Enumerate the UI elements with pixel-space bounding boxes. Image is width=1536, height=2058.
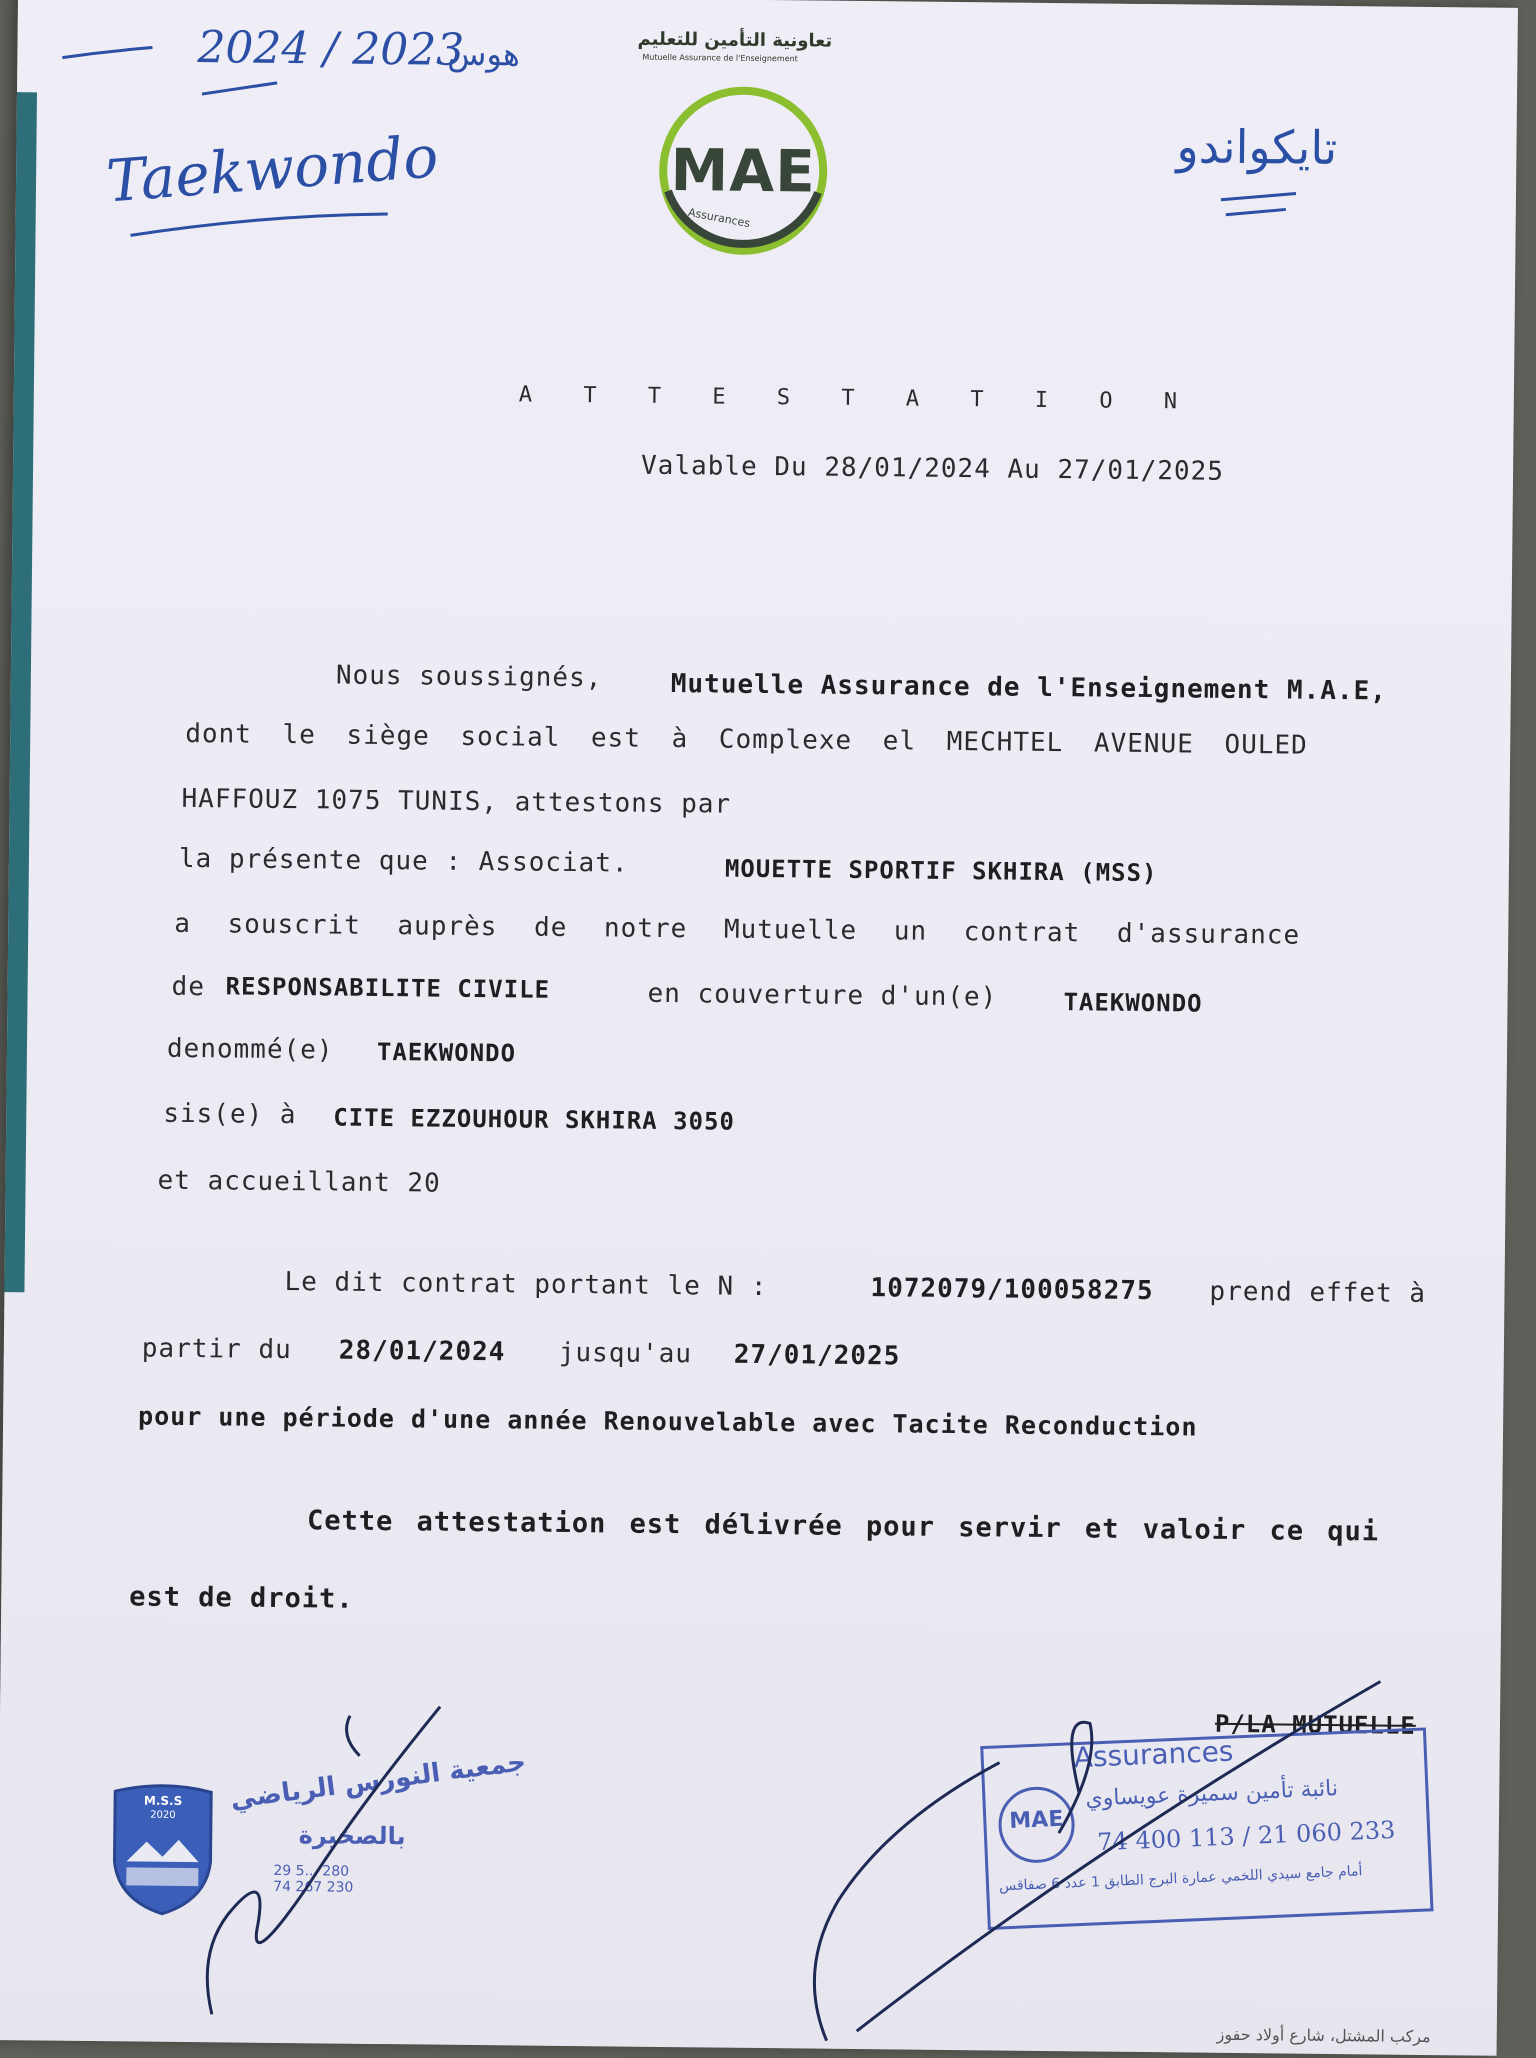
club-badge-year: 2020 [150,1809,176,1821]
effective-date: 28/01/2024 [338,1335,506,1368]
agent-stamp-address: أمام جامع سيدي اللخمي عمارة البرج الطابق 1 عدد 6 صفاقس [998,1863,1363,1895]
handwritten-double-underline [1216,185,1336,226]
title-letter: E [712,384,727,410]
p2-line2c: jusqu'au [558,1337,693,1370]
club-stamp-phone1: 29 5... 280 [273,1862,350,1880]
mae-logo [647,81,839,261]
logo-arabic-name: تعاونية التأمين للتعليم [637,28,833,52]
p3-line1: Cette attestation est délivrée pour servir et valoir ce qui [306,1505,1380,1548]
title-letter: A [518,382,534,408]
validity-period: Valable Du 28/01/2024 Au 27/01/2025 [640,450,1225,487]
handwritten-dash [57,33,157,74]
renewal-clause: pour une période d'une année Renouvelable avec Tacite Reconduction [137,1401,1198,1442]
handwritten-sport-underline [125,203,395,246]
title-letter: T [970,387,985,413]
p2-line1a: Le dit contrat portant le N : [284,1267,768,1303]
p2-line2a: partir du [141,1333,292,1366]
club-badge-text: M.S.S [143,1793,183,1808]
expiry-date: 27/01/2025 [733,1339,901,1372]
handwritten-sport-latin: Taekwondo [104,122,441,216]
p1-line1a: Nous soussignés, [335,660,603,694]
agent-stamp-mark: MAE [1008,1806,1064,1834]
title-letter: I [1034,387,1050,413]
contract-number: 1072079/100058275 [870,1273,1154,1307]
title-letter: T [583,383,598,409]
activity-address: CITE EZZOUHOUR SKHIRA 3050 [333,1103,736,1136]
club-stamp-location: بالصخيرة [298,1821,406,1851]
p1-line4a: la présente que : Associat. [178,843,629,879]
handwritten-reference-number: 2024 / 2023 [197,22,465,76]
footer-address: مركب المشتل، شارع أولاد حفوز [1216,2024,1431,2047]
logo-ring-text: Assurances [687,205,752,231]
title-letter: O [1099,388,1114,414]
title-letter: S [776,385,792,411]
p1-line8a: sis(e) à [163,1098,297,1131]
p1-line3: HAFFOUZ 1075 TUNIS, attestons par [181,783,732,820]
insurer-name: Mutuelle Assurance de l'Enseignement M.A.E, [670,669,1388,707]
club-stamp-name: جمعية النورس الرياضي [228,1746,528,1816]
handwritten-sport-arabic: تايكواندو [1176,119,1338,175]
agent-signature [797,1670,1401,2054]
handwritten-reference-arabic: هوس [447,34,521,74]
agent-stamp-name: نائبة تأمين سميرة عويساوي [1085,1776,1339,1812]
logo-french-name: Mutuelle Assurance de l'Enseignement [642,52,798,64]
p1-line7a: denommé(e) [166,1033,334,1066]
club-stamp-phone2: 74 267 230 [273,1878,354,1896]
title-letter: T [841,385,856,411]
association-name: MOUETTE SPORTIF SKHIRA (MSS) [724,854,1158,888]
signature-label: P/LA MUTUELLE [1214,1709,1416,1740]
p1-line2: dont le siège social est à Complexe el MECHTEL AVENUE OULED [185,718,1308,761]
title-letter: A [905,386,921,412]
title-letter: N [1163,389,1179,415]
handwritten-underline [197,74,457,107]
club-signature [187,1694,491,2047]
title-letter: T [647,383,663,409]
activity: TAEKWONDO [1063,988,1203,1018]
agent-stamp-header: Assurances [1073,1734,1235,1775]
p3-line2: est de droit. [129,1581,354,1615]
p1-line9: et accueillant 20 [157,1165,441,1199]
document-title [519,382,1229,414]
p1-line6a: de [171,971,206,1003]
agent-stamp-phones: 74 400 113 / 21 060 233 [1096,1815,1396,1857]
background-folder-edge [4,92,37,1292]
coverage-type: RESPONSABILITE CIVILE [225,972,551,1004]
p1-line6c: en couverture d'un(e) [647,978,998,1013]
p2-line1c: prend effet à [1209,1276,1427,1309]
logo-mark: MAE [670,135,817,206]
p1-line5: a souscrit auprès de notre Mutuelle un contrat d'assurance [174,908,1301,951]
activity-name: TAEKWONDO [376,1037,517,1068]
